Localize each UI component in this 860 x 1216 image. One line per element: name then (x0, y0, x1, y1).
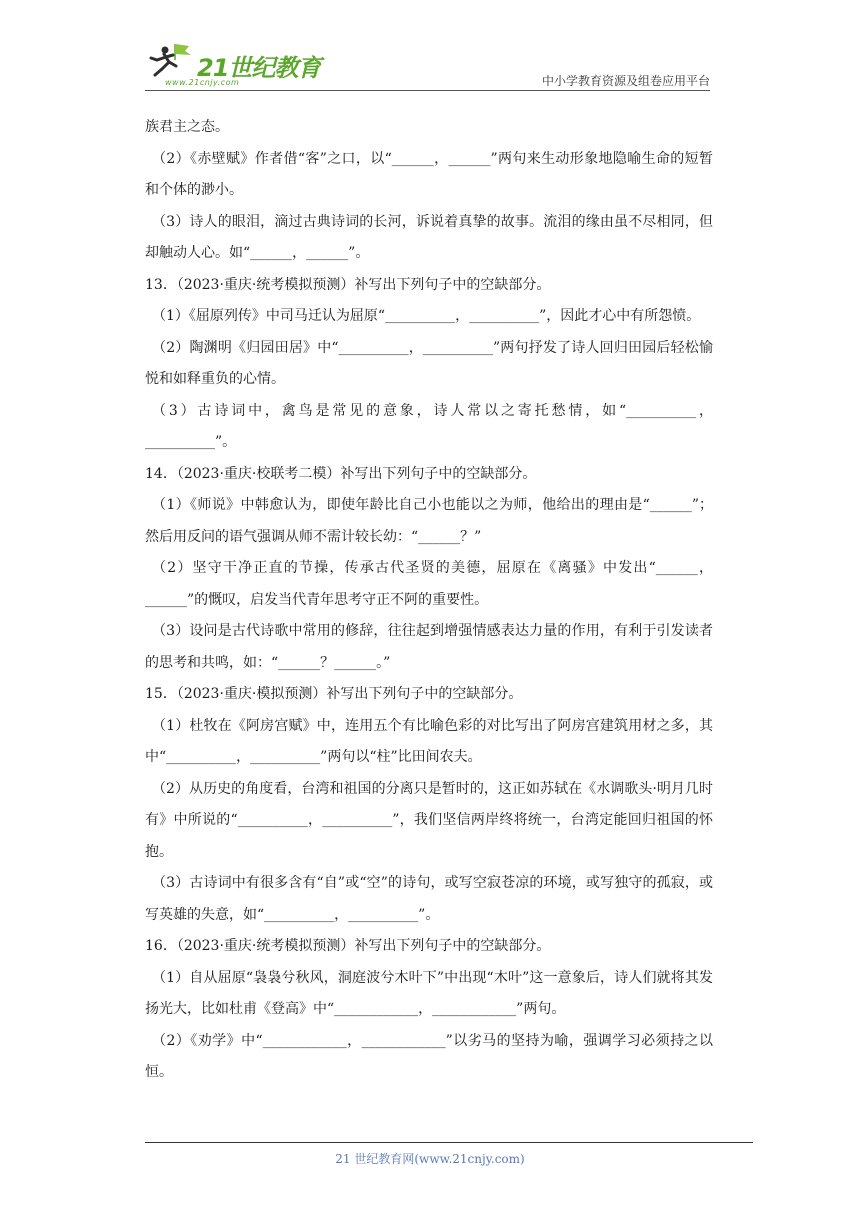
sub-question: （2）从历史的角度看，台湾和祖国的分离只是暂时的，这正如苏轼在《水调歌头·明月几时有》中所说的“__________，__________”，我们坚信两岸终将统一，台湾定能回归祖国的怀抱。 (145, 780, 713, 860)
question-content (145, 112, 713, 1089)
question-heading: 14．（2023·重庆·校联考二模）补写出下列句子中的空缺部分。 (145, 465, 537, 482)
platform-title: 中小学教育资源及组卷应用平台 (541, 74, 710, 88)
sub-question: （2）《赤壁赋》作者借“客”之口，以“______，______”两句来生动形象地隐喻生命的短暂和个体的渺小。 (145, 150, 713, 198)
header-divider (145, 90, 710, 91)
question-heading: 15．（2023·重庆·模拟预测）补写出下列句子中的空缺部分。 (145, 686, 523, 702)
sub-question: （3）设问是古代诗歌中常用的修辞，往往起到增强情感表达力量的作用，有利于引发读者的思考和共鸣，如：“______？______。” (145, 623, 713, 671)
sub-question: （3）诗人的眼泪，滴过古典诗词的长河，诉说着真挚的故事。流泪的缘由虽不尽相同，但却触动人心。如“______，______”。 (145, 213, 713, 261)
question-heading: 13．（2023·重庆·统考模拟预测）补写出下列句子中的空缺部分。 (145, 276, 551, 293)
sub-question: （3）古诗词中有很多含有“自”或“空”的诗句，或写空寂苍凉的环境，或写独守的孤寂，或写英雄的失意，如“__________，__________”。 (145, 875, 713, 923)
question-heading: 16．（2023·重庆·统考模拟预测）补写出下列句子中的空缺部分。 (145, 938, 551, 954)
sub-question: （2）坚守干净正直的节操，传承古代圣贤的美德，屈原在《离骚》中发出“______，______”的慨叹，启发当代青年思考守正不阿的重要性。 (145, 560, 713, 608)
runner-flag-icon (145, 42, 197, 82)
sub-question: （2）陶渊明《归园田居》中“__________，__________”两句抒发了诗人回归田园后轻松愉悦和如释重负的心情。 (145, 339, 713, 387)
footer-divider (145, 1142, 753, 1143)
logo-url-text: www.21cnjy.com (165, 78, 240, 87)
sub-question: （2）《劝学》中“____________，____________”以劣马的坚持为喻，强调学习必须持之以恒。 (145, 1032, 713, 1080)
sub-question: （3）古诗词中，禽鸟是常见的意象，诗人常以之寄托愁情，如“__________，__________”。 (145, 402, 713, 450)
logo-brand-text: 21世纪教育 (197, 54, 321, 82)
footer-link[interactable]: 21 世纪教育网(www.21cnjy.com) (335, 1152, 525, 1166)
sub-question: （1）杜牧在《阿房宫赋》中，连用五个有比喻色彩的对比写出了阿房宫建筑用材之多，其中“__________，__________”两句以“柱”比田间农夫。 (145, 717, 713, 765)
sub-question: （1）《师说》中韩愈认为，即使年龄比自己小也能以之为师，他给出的理由是“______”；然后用反问的语气强调从师不需计较长幼：“______？” (145, 497, 713, 545)
page-header (145, 40, 710, 92)
continuation-line: 族君主之态。 (145, 119, 229, 135)
site-logo[interactable] (145, 40, 321, 92)
sub-question: （1）《屈原列传》中司马迁认为屈原“__________，__________”，因此才心中有所怨愤。 (152, 308, 701, 324)
sub-question: （1）自从屈原“袅袅兮秋风，洞庭波兮木叶下”中出现“木叶”这一意象后，诗人们就将其发扬光大，比如杜甫《登高》中“____________，____________”两句。 (145, 969, 713, 1017)
